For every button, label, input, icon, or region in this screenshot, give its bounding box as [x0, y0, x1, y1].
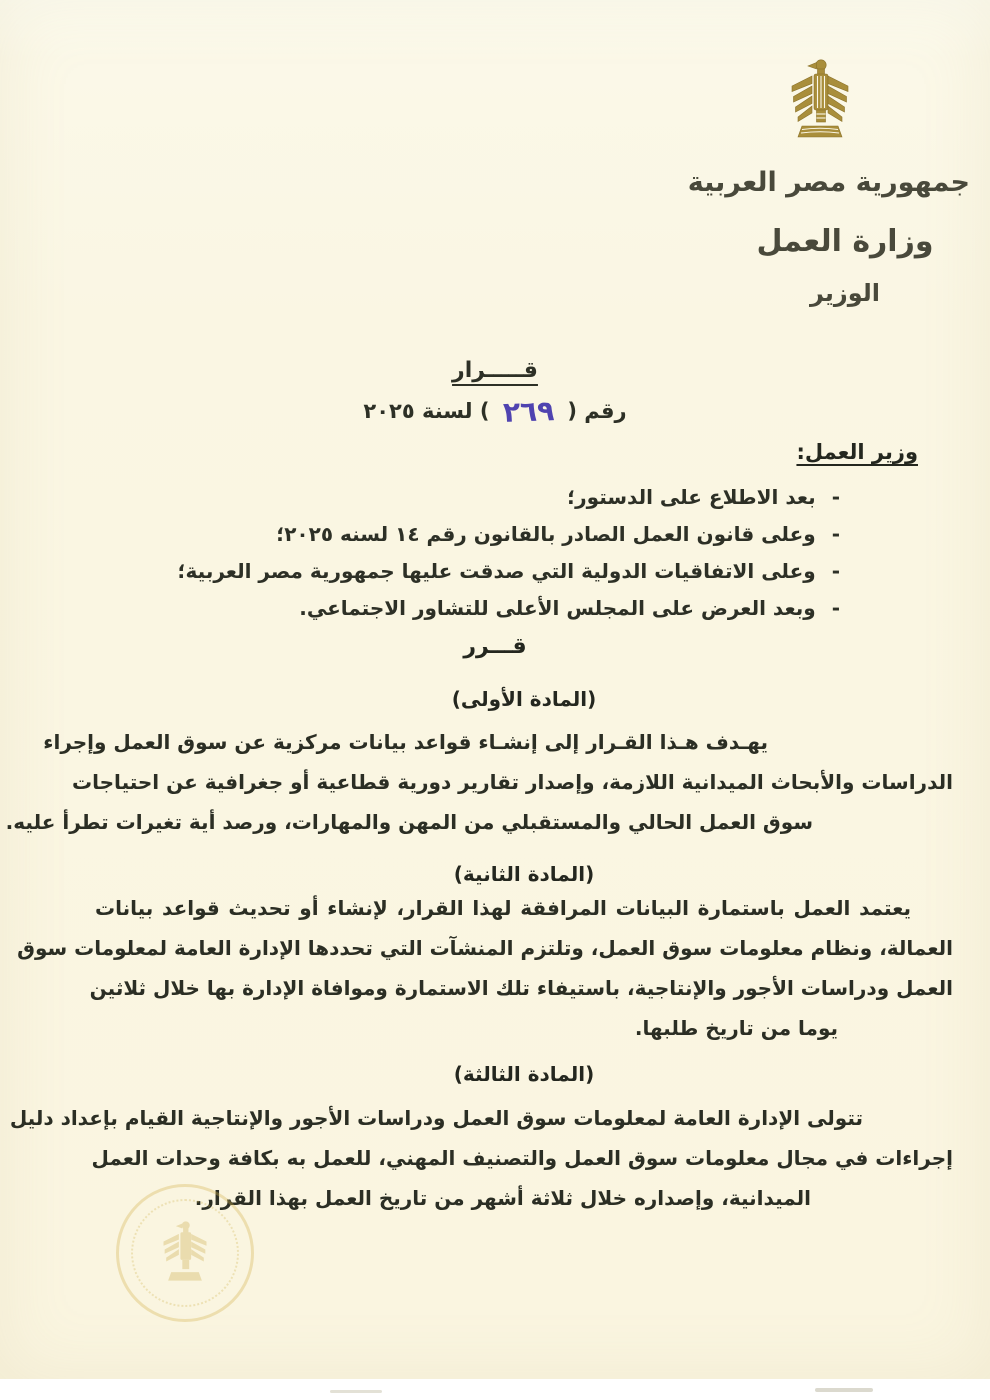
preamble-list: [60, 479, 840, 627]
article-3-heading: (المادة الثالثة): [453, 1062, 595, 1086]
decree-number-suffix: ) لسنة ٢٠٢٥: [363, 399, 497, 423]
article-line: يعتمد العمل باستمارة البيانات المرافقة لهذا القرار، لإنشاء أو تحديث قواعد بيانات: [95, 896, 911, 920]
article-2-heading: (المادة الثانية): [453, 862, 595, 886]
article-line: يوما من تاريخ طلبها.: [634, 1016, 838, 1040]
decree-number-prefix: رقم (: [560, 399, 627, 423]
article-line: إجراءات في مجال معلومات سوق العمل والتصنيف المهني، للعمل به بكافة وحدات العمل: [91, 1146, 953, 1170]
minister-title: الوزير: [809, 279, 881, 307]
decree-verb: قـــرر: [463, 634, 527, 659]
article-line: العمل ودراسات الأجور والإنتاجية، باستيفاء تلك الاستمارة وموافاة الإدارة بها خلال ثلاثين: [89, 976, 953, 1000]
decree-number-line: [0, 395, 990, 428]
seal-inner-ring: [131, 1199, 239, 1307]
article-1-heading: (المادة الأولى): [451, 687, 597, 711]
republic-name: جمهورية مصر العربية: [687, 167, 970, 198]
egypt-eagle-emblem: [788, 58, 852, 148]
preamble-text: وعلى الاتفاقيات الدولية التي صدقت عليها جمهورية مصر العربية؛: [177, 559, 816, 583]
preamble-item: [60, 590, 840, 627]
dash-bullet: -: [831, 522, 840, 546]
ministry-name: وزارة العمل: [756, 224, 934, 259]
eagle-icon: [788, 58, 852, 144]
article-2-body: [17, 888, 953, 1048]
article-line: يهـدف هـذا القـرار إلى إنشـاء قواعد بيانات مركزية عن سوق العمل وإجراء: [43, 730, 768, 754]
scan-smudge: [330, 1390, 382, 1393]
decree-number-handwritten: ٢٦٩: [502, 394, 555, 429]
salutation-minister-of-labour: وزير العمل:: [796, 440, 918, 464]
article-line: سوق العمل الحالي والمستقبلي من المهن والمهارات، ورصد أية تغيرات تطرأ عليه.: [5, 810, 813, 834]
article-line: الدراسات والأبحاث الميدانية اللازمة، وإصدار تقارير دورية قطاعية أو جغرافية عن احتياجات: [72, 770, 953, 794]
seal-eagle-icon: [160, 1220, 210, 1286]
article-line: تتولى الإدارة العامة لمعلومات سوق العمل ودراسات الأجور والإنتاجية القيام بإعداد دليل: [9, 1106, 863, 1130]
article-line: العمالة، ونظام معلومات سوق العمل، وتلتزم المنشآت التي تحددها الإدارة العامة لمعلومات سوق: [17, 936, 953, 960]
preamble-item: [60, 479, 840, 516]
preamble-text: وبعد العرض على المجلس الأعلى للتشاور الاجتماعي.: [299, 596, 816, 620]
preamble-item: [60, 516, 840, 553]
letterhead-calligraphy: [687, 152, 970, 316]
preamble-text: بعد الاطلاع على الدستور؛: [567, 485, 816, 509]
preamble-item: [60, 553, 840, 590]
preamble-text: وعلى قانون العمل الصادر بالقانون رقم ١٤ لسنه ٢٠٢٥؛: [276, 522, 816, 546]
decree-title: قـــــرار: [452, 358, 538, 383]
dash-bullet: -: [831, 559, 840, 583]
article-line: الميدانية، وإصداره خلال ثلاثة أشهر من تاريخ العمل بهذا القرار.: [194, 1186, 811, 1210]
scan-smudge: [815, 1388, 873, 1392]
decree-title-block: [0, 358, 990, 428]
article-1-body: [5, 722, 953, 842]
dash-bullet: -: [831, 596, 840, 620]
ministry-seal-watermark: [116, 1184, 254, 1322]
dash-bullet: -: [831, 485, 840, 509]
